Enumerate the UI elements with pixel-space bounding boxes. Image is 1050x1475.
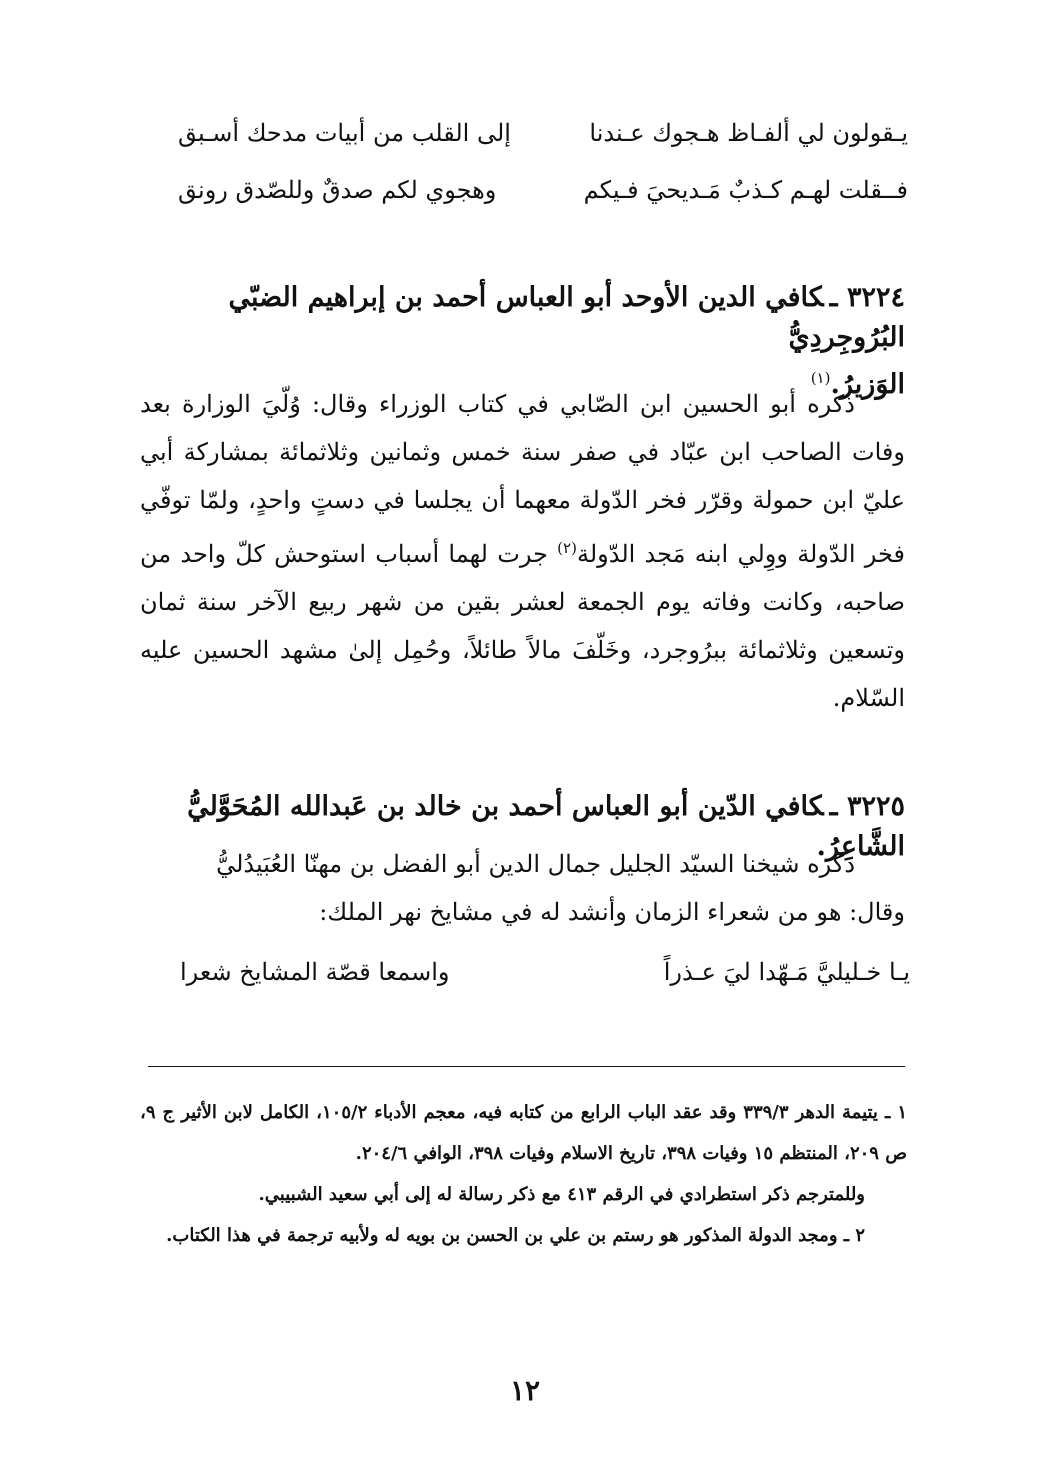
entry-paragraph: ذكره شيخنا السيّد الجليل جمال الدين أبو الفضل بن مهنّا العُبَيدُليُّ [216,850,855,878]
verse-hemistich-left: وهجوي لكم صدقٌ وللصّدق رونق [178,176,497,204]
paragraph-text: ذكره أبو الحسين ابن الصّابي في كتاب الوزراء وقال: وُلّيَ الوزارة بعد وفات الصاحب ابن عبّاد في صفر سنة خمس وثمانين وثلاثمائة بمشاركة أبي عليّ ابن حمولة وقرّر فخر الدّولة معهما أن يجلسا في دستٍ واحدٍ، ولمّا توفّي فخر الدّولة ووِلي ابنه مَجد الدّولة [140,390,905,568]
footnote-separator [148,1066,905,1067]
footnote-1: ١ ـ يتيمة الدهر ٣٣٩/٣ وقد عقد الباب الرابع من كتابه فيه، معجم الأدباء ١٠٥/٢، الكامل لابن الأثير ج ٩، ص ٢٠٩، المنتظم ١٥ وفيات ٣٩٨، تاريخ الاسلام وفيات ٣٩٨، الوافي ٢٠٤/٦. [140,1102,907,1164]
verse-hemistich-right: يـقولون لي ألفـاظ هـجوك عـندنا [589,119,908,147]
verse-hemistich-left: واسمعا قصّة المشايخ شعرا [180,958,450,986]
entry-3224-body [140,380,905,722]
footnotes [140,1092,907,1256]
page-number: ١٢ [509,1374,541,1407]
entry-title: كافي الدين الأوحد أبو العباس أحمد بن إبراهيم الضبّي البُرُوجِردِيُّ [228,282,905,353]
entry-title-tail: الوَزيرُ. [830,369,905,400]
verse-hemistich-left: إلى القلب من أبيات مدحك أسـبق [178,119,511,147]
footnote-2: ٢ ـ ومجد الدولة المذكور هو رستم بن علي بن الحسن بن بويه له ولأبيه ترجمة في هذا الكتاب. [166,1225,865,1246]
entry-paragraph: وقال: هو من شعراء الزمان وأنشد له في مشايخ نهر الملك: [319,898,905,926]
entry-number: ٣٢٢٥ ـ [829,791,905,822]
verse-hemistich-right: يـا خـليليَّ مَـهّدا ليَ عـذراً [663,958,910,986]
footnote-ref: (٢) [557,539,577,557]
verse-line [180,957,910,987]
verse-line [178,175,908,205]
verse-hemistich-right: فــقلت لهـم كـذبٌ مَـديحيَ فـيكم [583,176,908,204]
verse-line [178,118,908,148]
entry-number: ٣٢٢٤ ـ [829,282,905,313]
footnote-1-note: وللمترجم ذكر استطرادي في الرقم ٤١٣ مع ذكر رسالة له إلى أبي سعيد الشبيبي. [258,1184,865,1205]
paragraph-text: جرت لهما أسباب استوحش كلّ واحد من صاحبه، وكانت وفاته يوم الجمعة لعشر بقين من شهر ربيع الآخر سنة ثمان وتسعين وثلاثمائة ببرُوجرد، وخَلّفَ مالاً طائلاً، وحُمِل إلىٰ مشهد الحسين عليه السّلام. [140,540,905,712]
entry-paragraph [140,380,905,722]
footnote-ref: (١) [810,369,831,387]
entry-3225-body [140,840,905,936]
entry-title: كافي الدّين أبو العباس أحمد بن خالد بن عَبدالله المُحَوَّليُّ الشَّاعِرُ. [187,791,905,862]
